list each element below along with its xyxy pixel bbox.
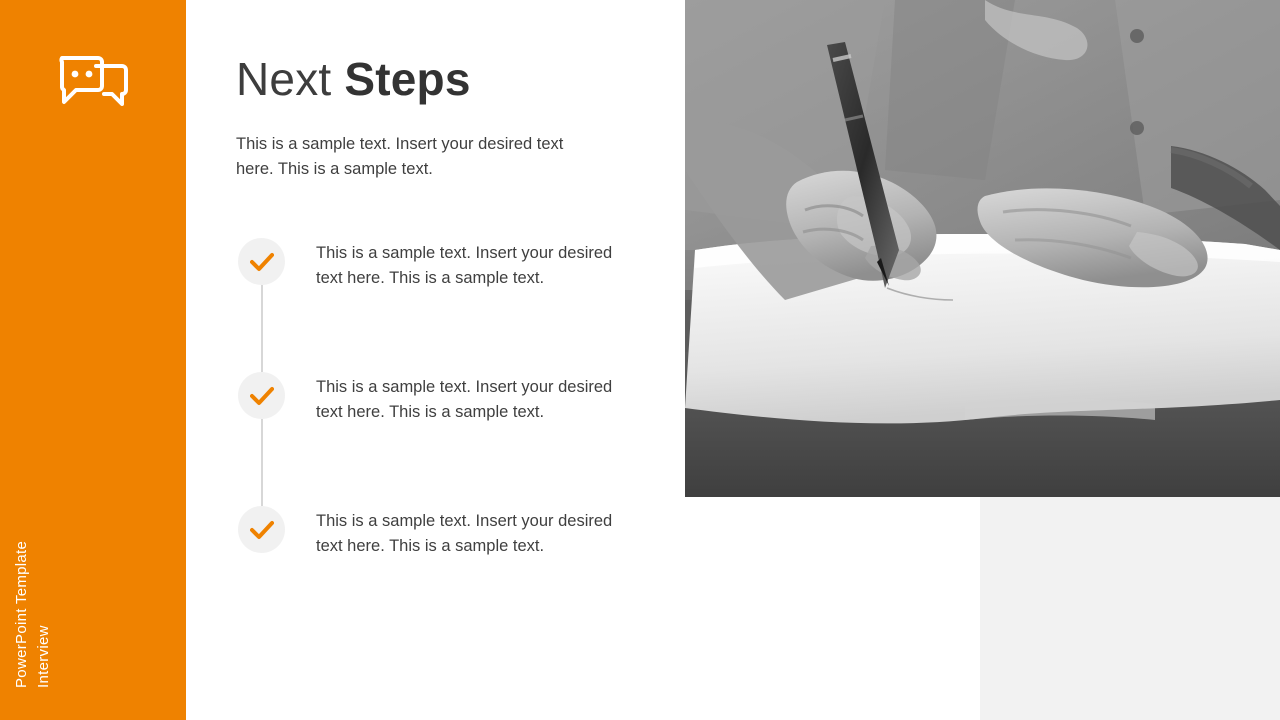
check-icon <box>238 506 285 553</box>
chat-bubbles-icon <box>58 52 130 114</box>
check-icon <box>238 238 285 285</box>
bullet-column <box>238 372 286 419</box>
intro-paragraph: This is a sample text. Insert your desired text here. This is a sample text. <box>236 135 564 178</box>
check-icon <box>238 372 285 419</box>
step-connector <box>261 285 263 372</box>
bullet-column <box>238 238 286 285</box>
steps-list <box>238 238 638 606</box>
page-title <box>236 48 471 110</box>
bullet-column <box>238 506 286 553</box>
list-item-text: This is a sample text. Insert your desired text here. This is a sample text. <box>316 512 613 555</box>
title-regular: Next <box>236 53 345 105</box>
list-item <box>238 506 638 606</box>
list-item-text: This is a sample text. Insert your desired text here. This is a sample text. <box>316 378 613 421</box>
step-connector <box>261 419 263 506</box>
sidebar <box>0 0 186 720</box>
list-item-text: This is a sample text. Insert your desired text here. This is a sample text. <box>316 244 613 287</box>
title-bold: Steps <box>344 53 471 105</box>
sidebar-label-line1: Interview <box>35 625 52 688</box>
sidebar-label-line2: PowerPoint Template <box>13 540 30 688</box>
sidebar-vertical-label <box>0 448 186 688</box>
list-item <box>238 238 638 372</box>
photo-signing-document <box>685 0 1280 497</box>
list-item <box>238 372 638 506</box>
bottom-right-panel <box>980 497 1280 720</box>
